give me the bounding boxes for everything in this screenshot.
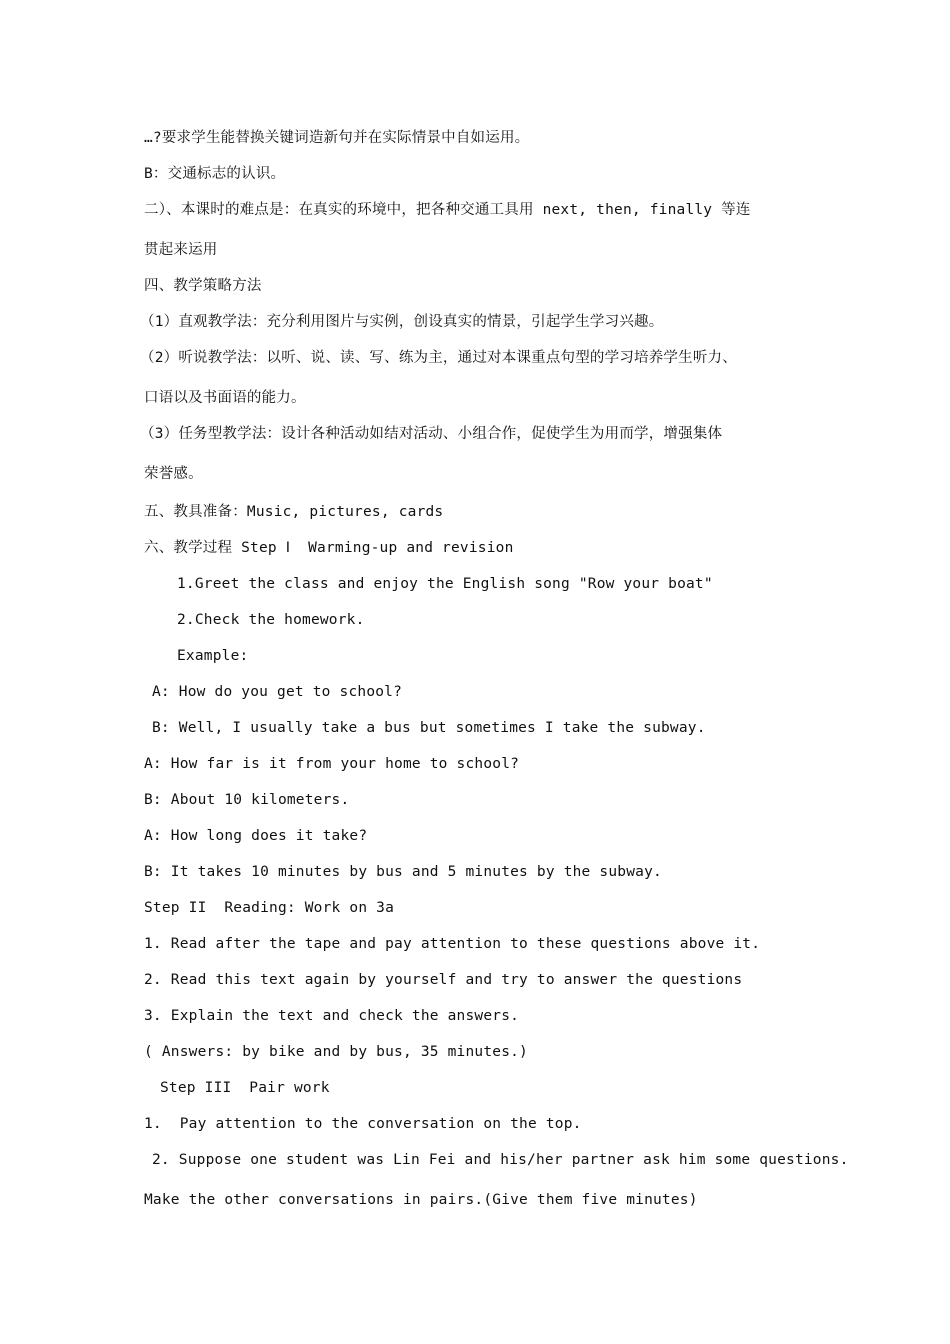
section-heading: 六、教学过程 Step Ⅰ Warming-up and revision <box>144 540 514 556</box>
text-line: 贯起来运用 <box>144 242 218 258</box>
dialogue-line: B: It takes 10 minutes by bus and 5 minutes by the subway. <box>144 864 662 880</box>
text-line: Example: <box>177 648 249 664</box>
section-heading: 四、教学策略方法 <box>144 278 262 294</box>
text-line: B：交通标志的认识。 <box>144 166 286 182</box>
text-line: 3. Explain the text and check the answers. <box>144 1008 520 1024</box>
text-line: …?要求学生能替换关键词造新句并在实际情景中自如运用。 <box>144 130 530 146</box>
text-line: ( Answers: by bike and by bus, 35 minutes.) <box>144 1044 528 1060</box>
step-heading: Step III Pair work <box>160 1080 330 1096</box>
dialogue-line: B: About 10 kilometers. <box>144 792 350 808</box>
text-line: 二）、本课时的难点是：在真实的环境中，把各种交通工具用 next, then, finally 等连 <box>144 202 751 218</box>
text-line: 口语以及书面语的能力。 <box>144 390 306 406</box>
text-line: （2）听说教学法：以听、说、读、写、练为主，通过对本课重点句型的学习培养学生听力、 <box>140 350 737 366</box>
text-line: 2.Check the homework. <box>177 612 365 628</box>
text-line: 2. Suppose one student was Lin Fei and his/her partner ask him some questions. <box>152 1152 849 1168</box>
step-heading: Step II Reading: Work on 3a <box>144 900 395 916</box>
dialogue-line: B: Well, I usually take a bus but sometimes I take the subway. <box>152 720 706 736</box>
text-line: 1. Read after the tape and pay attention to these questions above it. <box>144 936 761 952</box>
section-heading: 五、教具准备：Music, pictures, cards <box>144 504 444 520</box>
dialogue-line: A: How far is it from your home to school? <box>144 756 520 772</box>
text-line: 2. Read this text again by yourself and try to answer the questions <box>144 972 743 988</box>
text-line: Make the other conversations in pairs.(Give them five minutes) <box>144 1192 698 1208</box>
text-line: 1.Greet the class and enjoy the English song "Row your boat" <box>177 576 713 592</box>
text-line: 1. Pay attention to the conversation on the top. <box>144 1116 582 1132</box>
dialogue-line: A: How do you get to school? <box>152 684 403 700</box>
dialogue-line: A: How long does it take? <box>144 828 368 844</box>
text-line: （3）任务型教学法：设计各种活动如结对活动、小组合作，促使学生为用而学，增强集体 <box>140 426 723 442</box>
text-line: （1）直观教学法：充分利用图片与实例，创设真实的情景，引起学生学习兴趣。 <box>140 314 664 330</box>
text-line: 荣誉感。 <box>144 466 203 482</box>
